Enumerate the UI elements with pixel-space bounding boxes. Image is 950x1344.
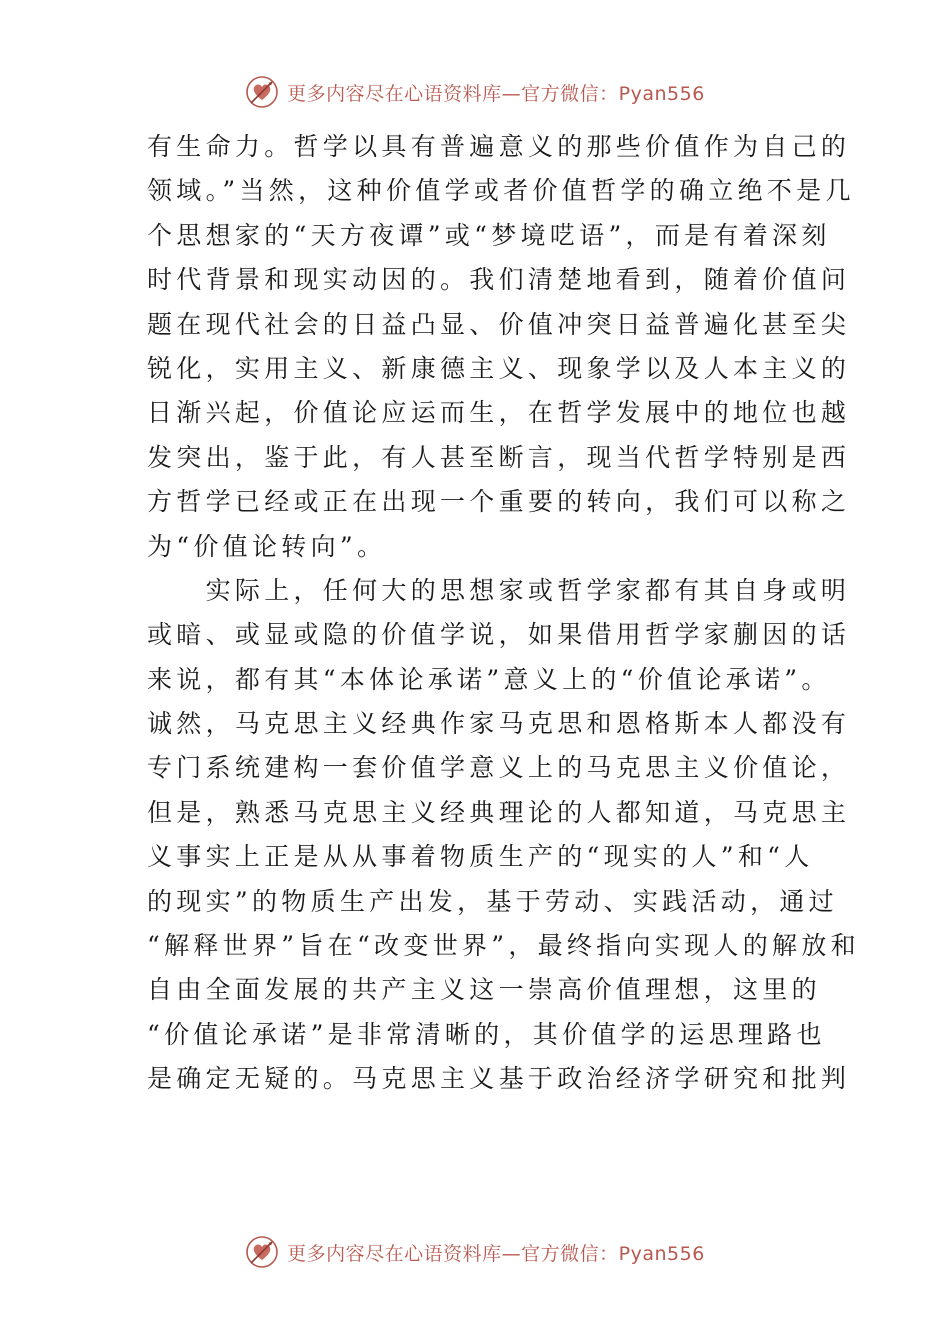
text-line: 领域。”当然，这种价值学或者价值哲学的确立绝不是几 [147, 176, 855, 206]
text-line: 诚然，马克思主义经典作家马克思和恩格斯本人都没有 [147, 709, 851, 739]
text-line: 来说，都有其“本体论承诺”意义上的“价值论承诺”。 [147, 664, 831, 694]
heart-logo-icon [245, 1235, 279, 1269]
text-line: 实际上，任何大的思想家或哲学家都有其自身或明 [147, 575, 851, 605]
text-line: 是确定无疑的。马克思主义基于政治经济学研究和批判 [147, 1064, 851, 1094]
text-line: 为“价值论转向”。 [147, 531, 387, 561]
document-body [147, 125, 860, 1102]
footer-banner [0, 1230, 950, 1274]
text-line: 发突出，鉴于此，有人甚至断言，现当代哲学特别是西 [147, 442, 851, 472]
header-banner-text: 更多内容尽在心语资料库—官方微信：Pyan556 [287, 82, 705, 105]
text-line: 个思想家的“天方夜谭”或“梦境呓语”，而是有着深刻 [147, 220, 831, 250]
text-line: 时代背景和现实动因的。我们清楚地看到，随着价值问 [147, 265, 851, 295]
text-line: 的现实”的物质生产出发，基于劳动、实践活动，通过 [147, 886, 838, 916]
text-line: 但是，熟悉马克思主义经典理论的人都知道，马克思主 [147, 797, 851, 827]
text-line: “价值论承诺”是非常清晰的，其价值学的运思理路也 [147, 1019, 826, 1049]
text-line: 专门系统建构一套价值学意义上的马克思主义价值论， [147, 753, 851, 783]
text-line: 有生命力。哲学以具有普遍意义的那些价值作为自己的 [147, 132, 851, 161]
text-line: 题在现代社会的日益凸显、价值冲突日益普遍化甚至尖 [147, 309, 851, 339]
text-line: 锐化，实用主义、新康德主义、现象学以及人本主义的 [147, 353, 851, 383]
heart-logo-icon [245, 75, 279, 109]
text-line: 方哲学已经或正在出现一个重要的转向，我们可以称之 [147, 487, 851, 517]
text-line: 自由全面发展的共产主义这一崇高价值理想，这里的 [147, 975, 821, 1005]
text-line: 或暗、或显或隐的价值学说，如果借用哲学家蒯因的话 [147, 620, 851, 650]
footer-banner-text: 更多内容尽在心语资料库—官方微信：Pyan556 [287, 1242, 705, 1265]
text-line: 义事实上正是从从事着物质生产的“现实的人”和“人 [147, 842, 814, 872]
text-line: “解释世界”旨在“改变世界”，最终指向实现人的解放和 [147, 931, 860, 961]
text-line: 日渐兴起，价值论应运而生，在哲学发展中的地位也越 [147, 398, 851, 428]
header-banner [0, 70, 950, 114]
